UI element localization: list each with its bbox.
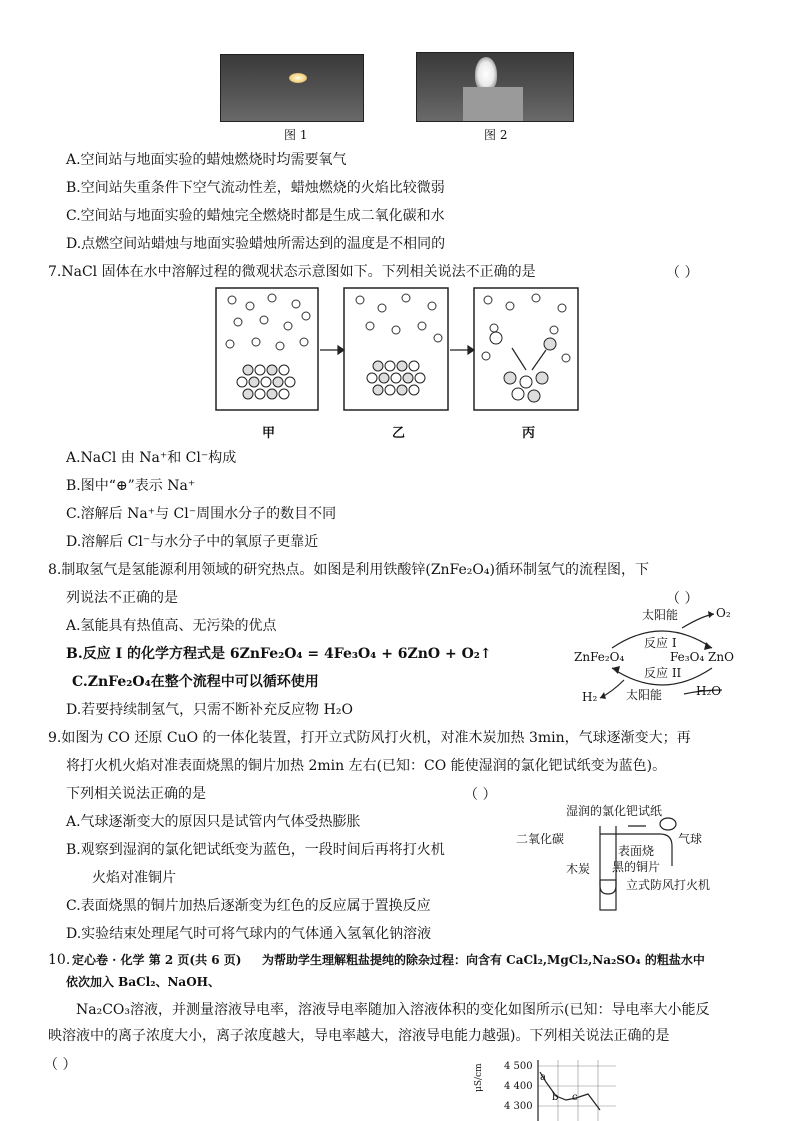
figure-1-caption: 图 1 <box>284 128 308 142</box>
candle-flame-2 <box>475 57 497 91</box>
q7-stem: 7.NaCl 固体在水中溶解过程的微观状态示意图如下。下列相关说法不正确的是 <box>48 264 536 280</box>
q8-diagram-o2: O₂ <box>716 606 731 620</box>
q8-option-d: D.若要持续制氢气，只需不断补充反应物 H₂O <box>66 702 353 718</box>
q8-option-c: C.ZnFe₂O₄在整个流程中可以循环使用 <box>72 674 319 690</box>
q9-stem-line1: 9.如图为 CO 还原 CuO 的一体化装置，打开立式防风打火机，对准木炭加热 3min，气球逐渐变大；再 <box>48 730 691 746</box>
panel-label-jia: 甲 <box>262 426 276 441</box>
q8-diagram-mid: Fe₃O₄ <box>670 650 705 664</box>
q10-stem-line2: 依次加入 BaCl₂、NaOH、 <box>66 975 220 989</box>
q8-option-b: B.反应 I 的化学方程式是 6ZnFe₂O₄ = 4Fe₃O₄ + 6ZnO + O₂↑ <box>66 646 492 662</box>
chart-ytick-4400: 4 400 <box>504 1081 533 1092</box>
q6-option-b: B.空间站失重条件下空气流动性差，蜡烛燃烧的火焰比较微弱 <box>66 180 445 196</box>
q9-answer-paren: （ ） <box>464 787 497 803</box>
panel-label-bing: 丙 <box>522 426 536 441</box>
q9-diagram-charcoal: 木炭 <box>566 862 591 876</box>
ion-lattice-yi <box>367 361 425 395</box>
figure-2-caption: 图 2 <box>484 128 508 142</box>
hydrated-ions-bing <box>490 332 556 402</box>
figure-2-photo <box>416 52 574 122</box>
panel-jia <box>216 288 318 410</box>
chart-ytick-4300: 4 300 <box>504 1101 533 1112</box>
water-molecules <box>226 294 570 362</box>
arrow-yi-to-bing <box>450 346 474 354</box>
chart-point-b: b <box>552 1092 559 1103</box>
q10-stem-line1: 为帮助学生理解粗盐提纯的除杂过程：向含有 CaCl₂,MgCl₂,Na₂SO₄ 的粗盐水中 <box>262 953 705 967</box>
q6-option-a: A.空间站与地面实验的蜡烛燃烧时均需要氧气 <box>66 152 347 168</box>
q8-diagram-left: ZnFe₂O₄ <box>574 650 625 664</box>
q9-option-a: A.气球逐渐变大的原因只是试管内气体受热膨胀 <box>66 814 361 830</box>
q7-dissolution-diagram <box>210 286 582 440</box>
balloon <box>660 818 676 830</box>
ion-lattice-jia <box>237 365 295 399</box>
q9-option-b: B.观察到湿润的氯化钯试纸变为蓝色，一段时间后再将打火机 <box>66 842 445 858</box>
q9-diagram-lighter: 立式防风打火机 <box>626 878 711 892</box>
q8-diagram-sun-bottom: 太阳能 <box>626 688 663 702</box>
page-footer: 定心卷 · 化学 第 2 页(共 6 页) <box>72 953 242 967</box>
q8-stem-line1: 8.制取氢气是氢能源利用领域的研究热点。如图是利用铁酸锌(ZnFe₂O₄)循环制氢气的流程图，下 <box>48 562 649 578</box>
q9-diagram-co2: 二氧化碳 <box>516 832 565 846</box>
release-arrows-bing <box>512 348 546 370</box>
q7-option-b: B.图中“⊕”表示 Na⁺ <box>66 478 196 494</box>
candle-body-2 <box>463 87 523 121</box>
q8-answer-paren: （ ） <box>666 591 699 607</box>
q9-diagram-paper: 湿润的氯化钯试纸 <box>566 804 663 818</box>
chart-ytick-4500: 4 500 <box>504 1061 533 1072</box>
q9-option-d: D.实验结束处理尾气时可将气球内的气体通入氢氧化钠溶液 <box>66 926 432 942</box>
q7-answer-paren: （ ） <box>666 265 699 281</box>
q8-stem-line2: 列说法不正确的是 <box>66 590 178 606</box>
chart-point-c: c <box>572 1092 578 1103</box>
q7-option-a: A.NaCl 由 Na⁺和 Cl⁻构成 <box>66 450 237 466</box>
chart-point-a: a <box>540 1072 546 1083</box>
q8-diagram-h2o: H₂O <box>696 684 722 698</box>
q9-diagram-copper-1: 表面烧 <box>618 844 655 858</box>
q9-diagram-balloon: 气球 <box>678 832 703 846</box>
q10-conductivity-chart <box>480 1060 620 1121</box>
q8-diagram-reaction2: 反应 II <box>644 666 682 680</box>
panel-label-yi: 乙 <box>392 426 406 441</box>
arrow-jia-to-yi <box>320 346 344 354</box>
q7-option-c: C.溶解后 Na⁺与 Cl⁻周围水分子的数目不同 <box>66 506 337 522</box>
q10-number: 10. <box>48 952 71 968</box>
conductivity-curve <box>540 1072 600 1110</box>
lighter-body <box>600 880 616 910</box>
q8-diagram-reaction1: 反应 I <box>644 636 677 650</box>
q6-option-d: D.点燃空间站蜡烛与地面实验蜡烛所需达到的温度是不相同的 <box>66 236 446 252</box>
chart-ylabel: μS/cm <box>474 1063 484 1092</box>
q7-option-d: D.溶解后 Cl⁻与水分子中的氧原子更靠近 <box>66 534 319 550</box>
q8-diagram-h2: H₂ <box>582 690 598 704</box>
q8-diagram-sun-top: 太阳能 <box>642 608 679 622</box>
q9-option-c: C.表面烧黑的铜片加热后逐渐变为红色的反应属于置换反应 <box>66 898 431 914</box>
q10-answer-paren: （ ） <box>44 1057 77 1073</box>
q8-option-a: A.氢能具有热值高、无污染的优点 <box>66 618 277 634</box>
q9-option-b-cont: 火焰对准铜片 <box>92 870 176 886</box>
q9-diagram-copper-2: 黑的铜片 <box>612 860 661 874</box>
q6-option-c: C.空间站与地面实验的蜡烛完全燃烧时都是生成二氧化碳和水 <box>66 208 445 224</box>
candle-flame-1 <box>289 73 307 83</box>
figure-1-photo <box>220 54 364 122</box>
q9-stem-line3: 下列相关说法正确的是 <box>66 786 206 802</box>
q10-stem-line4: 映溶液中的离子浓度大小，离子浓度越大，导电率越大，溶液导电能力越强)。下列相关说法正确的是 <box>48 1028 670 1044</box>
q10-stem-line3: Na₂CO₃溶液，并测量溶液导电率，溶液导电率随加入溶液体积的变化如图所示(已知：导电率大小能反 <box>76 1002 710 1018</box>
q9-stem-line2: 将打火机火焰对准表面烧黑的铜片加热 2min 左右(已知：CO 能使湿润的氯化钯试纸变为蓝色)。 <box>66 758 667 774</box>
q8-diagram-right: ZnO <box>708 650 734 664</box>
